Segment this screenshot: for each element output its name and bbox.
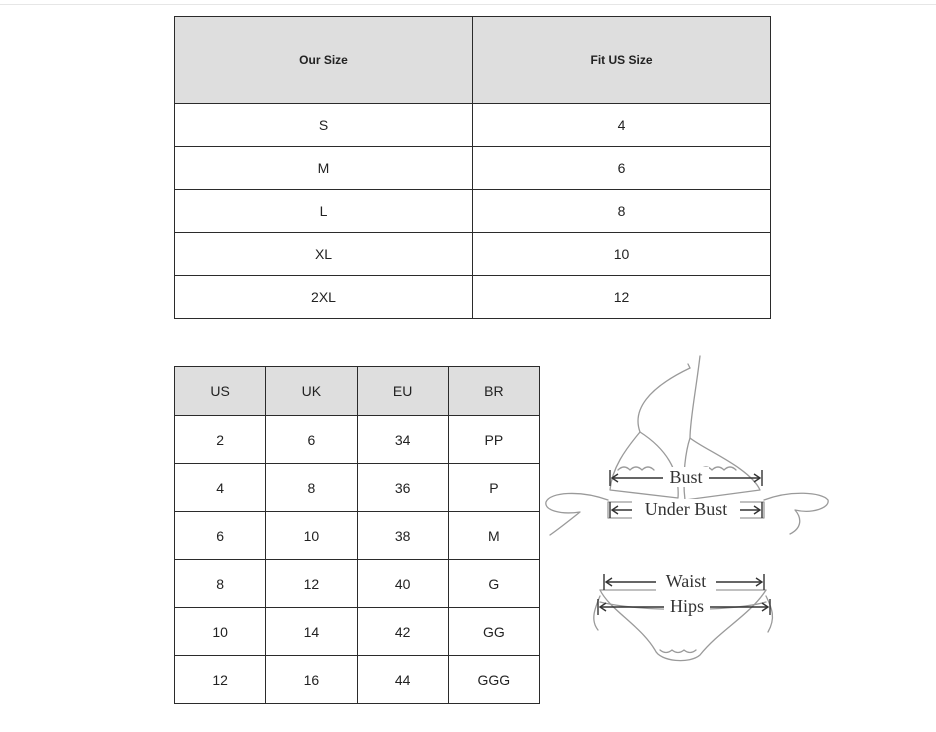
size-conversion-table bbox=[174, 366, 540, 704]
eu-cell: 34 bbox=[357, 416, 448, 464]
eu-cell: 36 bbox=[357, 464, 448, 512]
us-size-cell: 4 bbox=[473, 104, 771, 147]
uk-cell: 8 bbox=[266, 464, 357, 512]
table-row bbox=[175, 190, 771, 233]
table-row bbox=[175, 560, 540, 608]
uk-cell: 12 bbox=[266, 560, 357, 608]
header-uk: UK bbox=[266, 367, 357, 416]
table-row bbox=[175, 104, 771, 147]
eu-cell: 44 bbox=[357, 656, 448, 704]
our-size-cell: M bbox=[175, 147, 473, 190]
header-our-size: Our Size bbox=[175, 17, 473, 104]
eu-cell: 42 bbox=[357, 608, 448, 656]
uk-cell: 16 bbox=[266, 656, 357, 704]
us-size-cell: 6 bbox=[473, 147, 771, 190]
bikini-measurement-diagram bbox=[540, 350, 836, 700]
us-cell: 4 bbox=[175, 464, 266, 512]
tie-left-sketch bbox=[546, 493, 608, 535]
our-size-cell: L bbox=[175, 190, 473, 233]
us-cell: 12 bbox=[175, 656, 266, 704]
top-divider bbox=[0, 4, 936, 5]
strap-right-sketch bbox=[690, 356, 700, 438]
br-cell: P bbox=[448, 464, 539, 512]
table-row bbox=[175, 416, 540, 464]
table-row bbox=[175, 464, 540, 512]
br-cell: GG bbox=[448, 608, 539, 656]
us-size-cell: 12 bbox=[473, 276, 771, 319]
tie-bottom-left-sketch bbox=[594, 596, 600, 630]
eu-cell: 40 bbox=[357, 560, 448, 608]
us-cell: 6 bbox=[175, 512, 266, 560]
us-cell: 2 bbox=[175, 416, 266, 464]
waist-label: Waist bbox=[665, 571, 707, 591]
header-br: BR bbox=[448, 367, 539, 416]
under-bust-label: Under Bust bbox=[644, 499, 728, 519]
tie-right-sketch bbox=[764, 493, 828, 534]
conversion-header-row bbox=[175, 367, 540, 416]
br-cell: G bbox=[448, 560, 539, 608]
eu-cell: 38 bbox=[357, 512, 448, 560]
size-chart-table bbox=[174, 16, 771, 319]
strap-left-sketch bbox=[638, 368, 690, 432]
table-row bbox=[175, 147, 771, 190]
us-size-cell: 10 bbox=[473, 233, 771, 276]
us-cell: 8 bbox=[175, 560, 266, 608]
bust-label: Bust bbox=[669, 467, 703, 487]
tie-bottom-right-sketch bbox=[766, 596, 772, 632]
br-cell: M bbox=[448, 512, 539, 560]
uk-cell: 10 bbox=[266, 512, 357, 560]
table-row bbox=[175, 608, 540, 656]
our-size-cell: 2XL bbox=[175, 276, 473, 319]
our-size-cell: S bbox=[175, 104, 473, 147]
us-size-cell: 8 bbox=[473, 190, 771, 233]
table-row bbox=[175, 512, 540, 560]
our-size-cell: XL bbox=[175, 233, 473, 276]
header-fit-us-size: Fit US Size bbox=[473, 17, 771, 104]
table-row bbox=[175, 656, 540, 704]
us-cell: 10 bbox=[175, 608, 266, 656]
table-row bbox=[175, 276, 771, 319]
br-cell: PP bbox=[448, 416, 539, 464]
table-row bbox=[175, 233, 771, 276]
hips-label: Hips bbox=[669, 596, 705, 616]
header-eu: EU bbox=[357, 367, 448, 416]
br-cell: GGG bbox=[448, 656, 539, 704]
size-chart-header-row bbox=[175, 17, 771, 104]
uk-cell: 6 bbox=[266, 416, 357, 464]
header-us: US bbox=[175, 367, 266, 416]
uk-cell: 14 bbox=[266, 608, 357, 656]
cup-left-sketch bbox=[610, 432, 678, 498]
